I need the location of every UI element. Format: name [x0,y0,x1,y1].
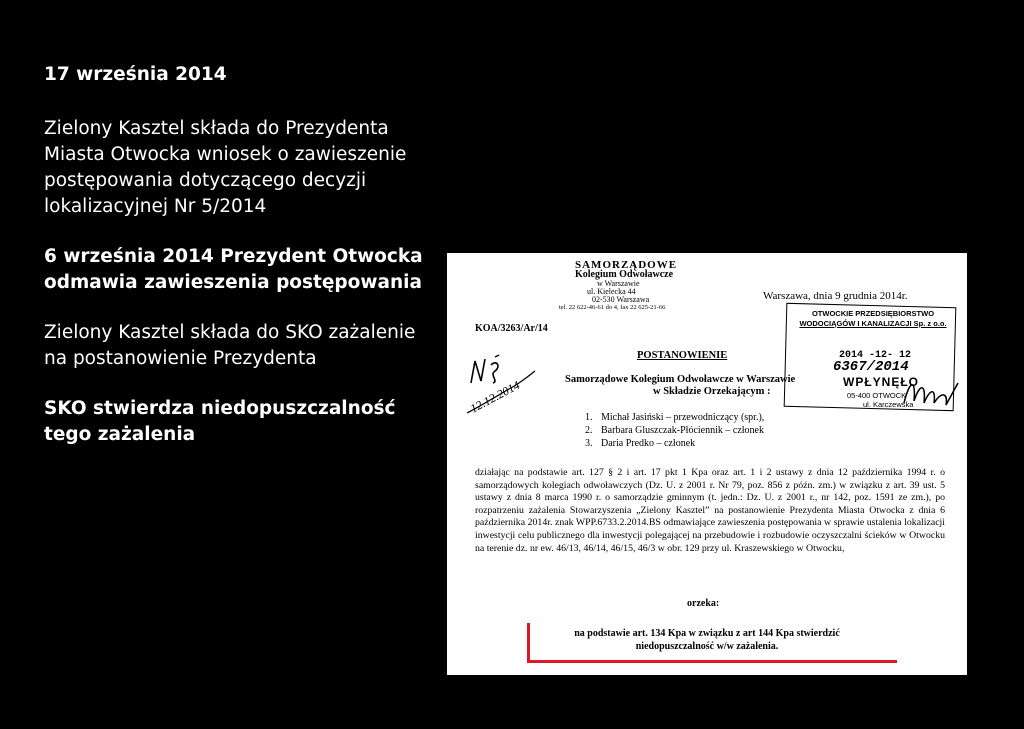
doc-decision [542,627,872,653]
stamp-company-line1: OTWOCKIE PRZEDSIĘBIORSTWO [811,309,935,318]
handwritten-note-icon [465,353,545,423]
paragraph-refusal: 6 września 2014 Prezydent Otwocka odmawia zawieszenia postępowania [44,246,423,293]
stamp-company-line2: WODOCIĄGÓW I KANALIZACJI Sp. z o.o. [799,319,947,328]
list-item: 1. Michał Jasiński – przewodniczący (spr.), [585,412,765,423]
doc-place-date: Warszawa, dnia 9 grudnia 2014r. [763,290,908,302]
doc-header-line1: SAMORZĄDOWE [575,259,678,271]
stamp-received: WPŁYNĘŁO [843,375,919,389]
stamp-address-line2: ul. Karczewska [863,400,914,409]
red-highlight-underline [527,660,897,663]
doc-orzeka: orzeka: [687,598,720,609]
doc-header-line4: ul. Kielecka 44 [587,287,636,296]
date-heading: 17 września 2014 [44,64,227,85]
doc-header-line5: 02-530 Warszawa [592,295,650,304]
stamp-date: 2014 -12- 12 [839,350,912,361]
red-highlight-vertical [527,623,530,663]
stamp-number: 6367/2014 [833,359,909,375]
doc-title: POSTANOWIENIE [637,350,728,361]
panel-members-list [585,411,764,450]
paragraph-request: Zielony Kasztel składa do Prezydenta Miasta Otwocka wniosek o zawieszenie postępowania dotyczącego decyzji lokalizacyjnej Nr 5/2014 [44,118,407,217]
doc-org-line1: Samorządowe Kolegium Odwoławcze w Warszawie [565,374,796,385]
decision-line1: na podstawie art. 134 Kpa w związku z art 144 Kpa stwierdzić [574,628,840,639]
decision-line2: niedopuszczalność w/w zażalenia. [635,641,779,652]
list-item: 2. Barbara Gluszczak-Płóciennik – członek [585,425,764,436]
doc-body: działając na podstawie art. 127 § 2 i art. 17 pkt 1 Kpa oraz art. 1 i 2 ustawy z dnia 12 października 1994 r. o samorządowych kolegiach odwoławczych (Dz. U. z 2001 r. Nr 79, poz. 856 z późn. zm.) w związku z art. 39 ust. 5 ustawy z dnia 8 marca 1990 r. o samorządzie gminnym (t. jedn.: Dz. U. z 2001 r., nr 142, poz. 1591 ze zm.), po rozpatrzeniu zażalenia Stowarzyszenia „Zielony Kasztel” na postanowienie Prezydenta Miasta Otwocka z dnia 6 października 2014r. znak WPP.6733.2.2014.BS odmawiające zawieszenia postępowania w sprawie ustalenia lokalizacji inwestycji celu publicznego dla inwestycji polegającej na przebudowie i rozbudowie oczyszczalni ścieków w Otwocku na terenie dz. nr ew. 46/13, 46/14, 46/15, 46/3 w obr. 129 przy ul. Kraszewskiego w Otwocku, [475,467,945,554]
doc-reference: KOA/3263/Ar/14 [475,323,548,334]
signature-icon [902,373,962,413]
doc-org-line2: w Składzie Orzekającym : [653,386,771,397]
paragraph-complaint: Zielony Kasztel składa do SKO zażalenie na postanowienie Prezydenta [44,322,416,369]
scanned-document [447,253,967,675]
doc-header-line6: tel. 22 622-46-61 do 4, fax 22 625-21-66 [559,304,666,311]
svg-text:12.12.2014: 12.12.2014 [467,377,523,416]
doc-header-line2: Kolegium Odwoławcze [575,269,674,280]
stamp-address-line1: 05-400 OTWOCK [847,391,907,400]
list-item: 3. Daria Predko – członek [585,438,696,449]
doc-header-line3: w Warszawie [597,279,640,288]
paragraph-inadmissibility: SKO stwierdza niedopuszczalność tego zażalenia [44,398,396,445]
slide-text-panel [44,62,434,472]
